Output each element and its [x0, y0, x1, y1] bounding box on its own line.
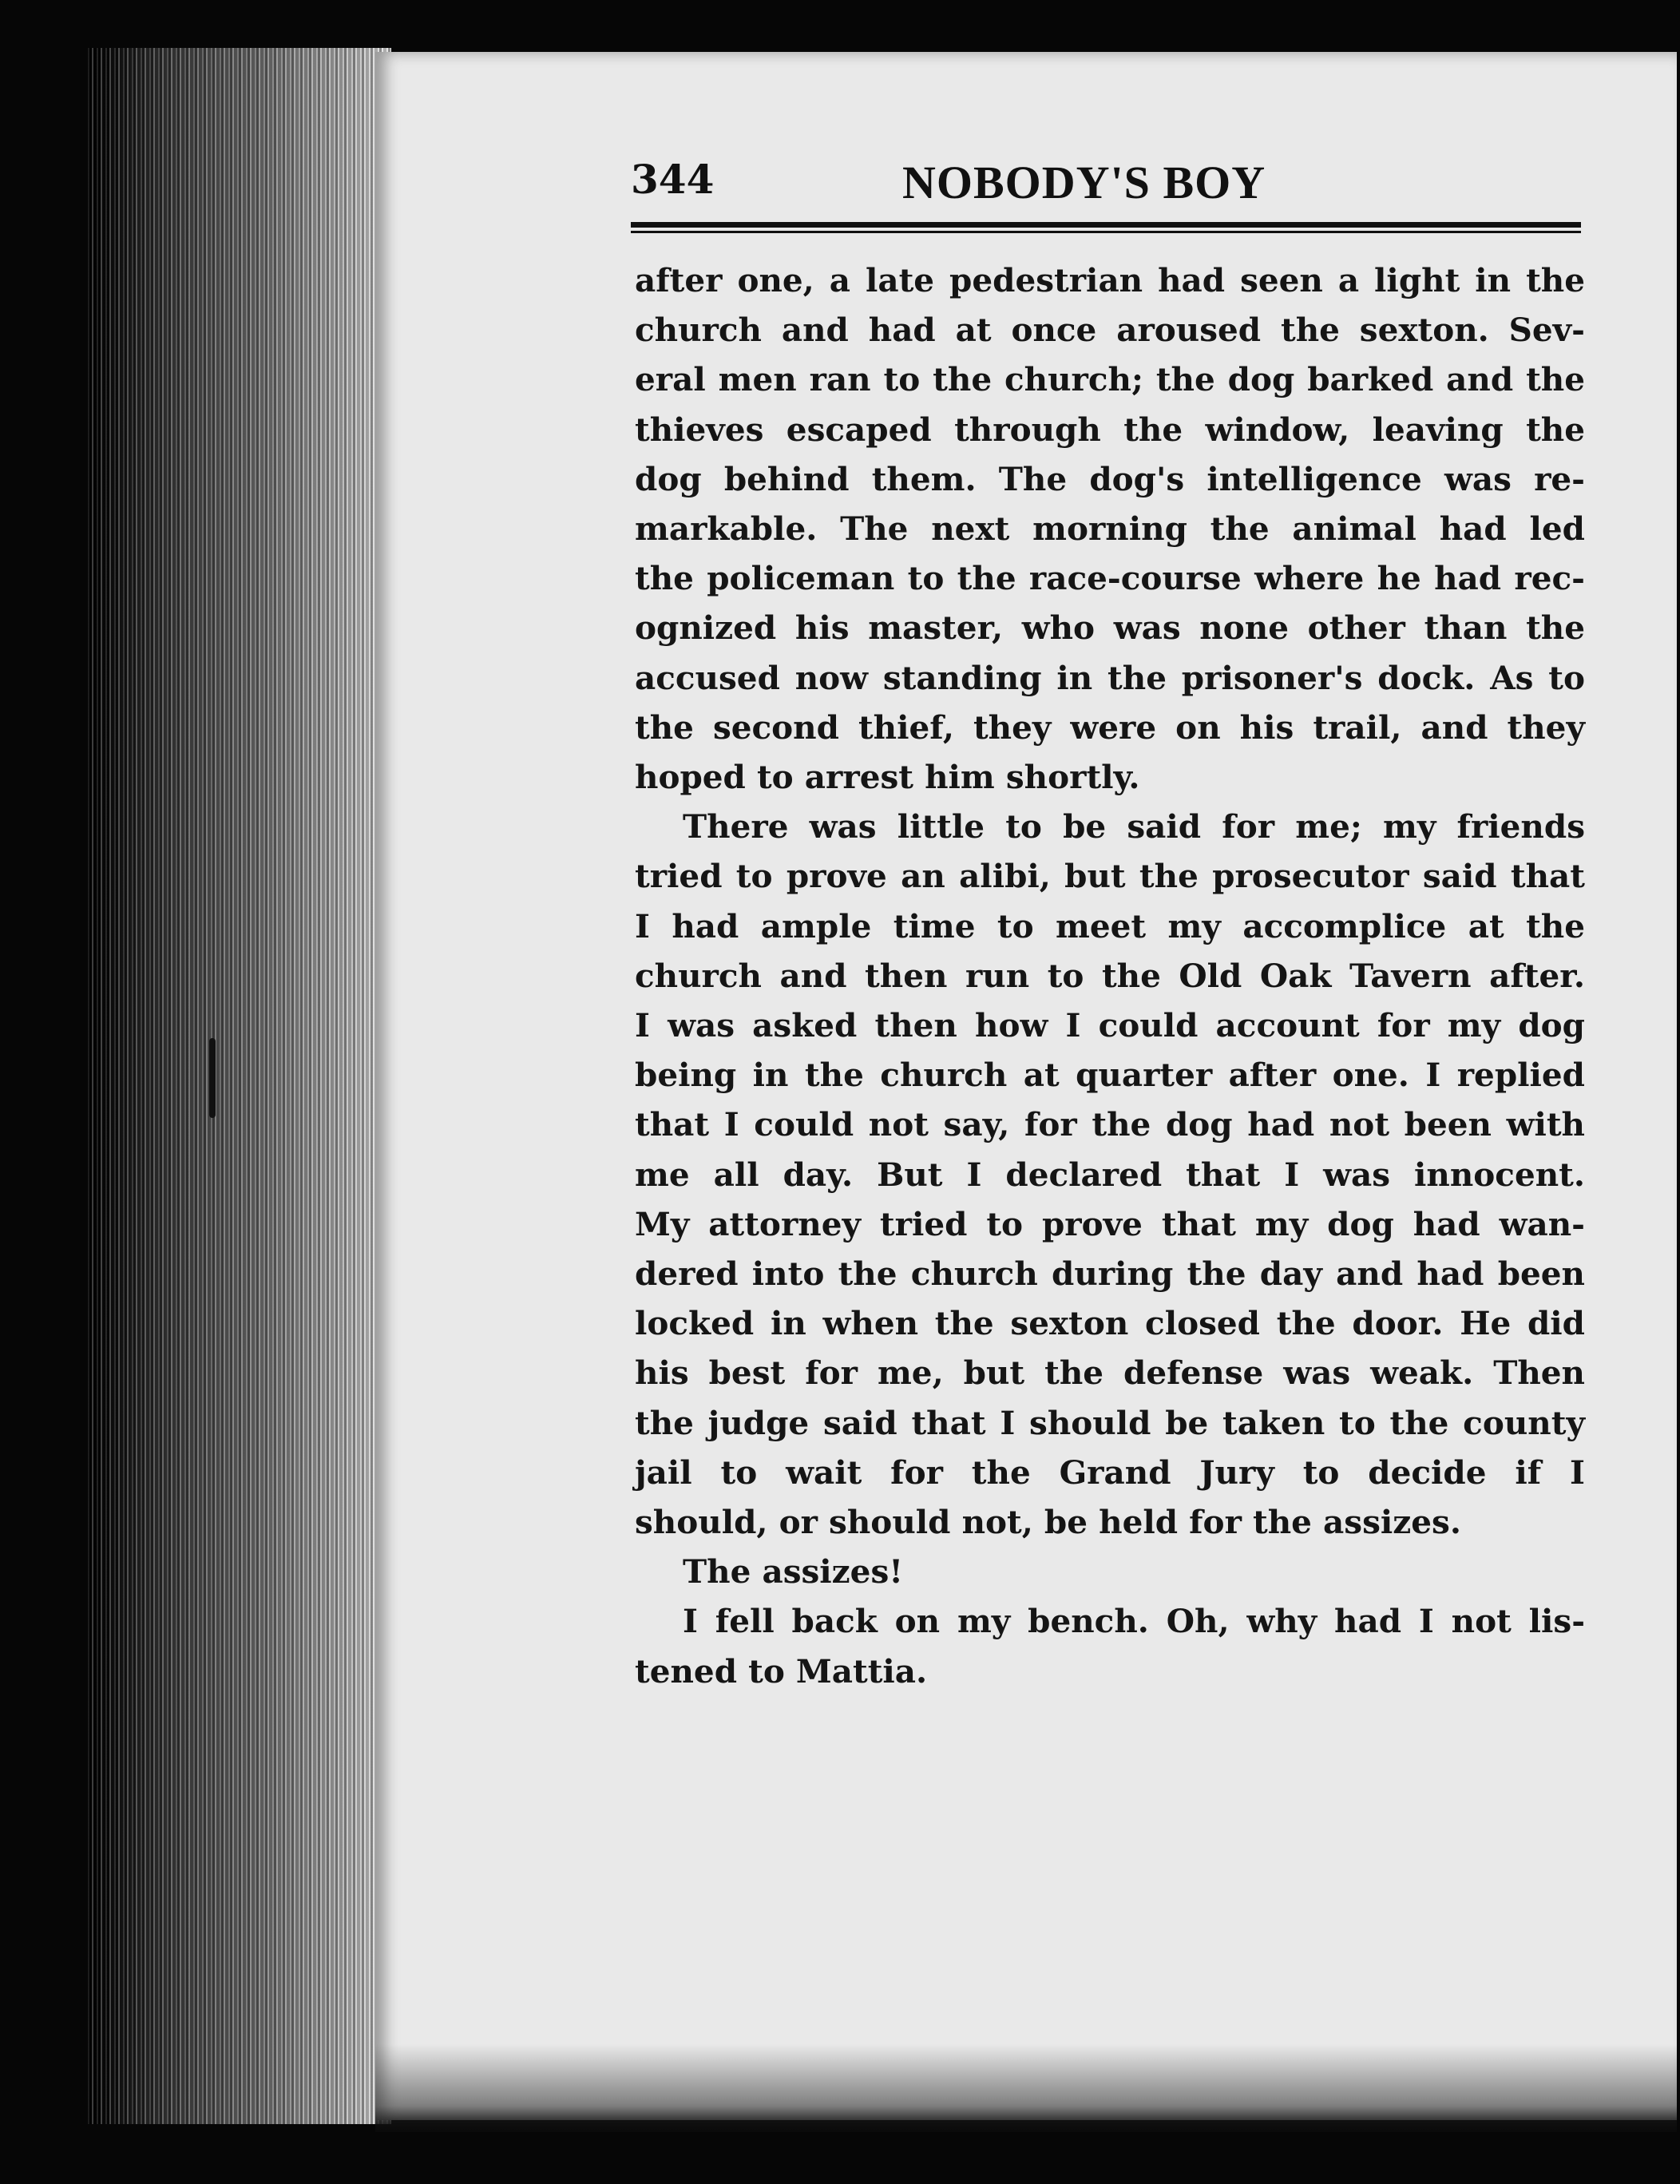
header-rule [631, 222, 1581, 233]
text-line: thieves escaped through the window, leaving the [635, 410, 1585, 449]
text-line: dered into the church during the day and had been [635, 1255, 1585, 1294]
text-line: church and had at once aroused the sexton. Sev- [635, 311, 1585, 350]
text-line: tened to Mattia. [635, 1651, 928, 1691]
text-line: My attorney tried to prove that my dog had wan- [635, 1204, 1585, 1243]
text-line: the second thief, they were on his trail, and they [635, 708, 1585, 747]
text-line: I had ample time to meet my accomplice at the [635, 906, 1585, 945]
running-head: NOBODY'S BOY [902, 157, 1266, 208]
text-line: church and then run to the Old Oak Tavern after. [635, 956, 1585, 995]
text-line: the policeman to the race-course where he had rec- [635, 559, 1585, 598]
text-line: ognized his master, who was none other than the [635, 608, 1585, 648]
text-line: after one, a late pedestrian had seen a light in the [635, 261, 1585, 299]
text-line: being in the church at quarter after one. I replied [635, 1056, 1585, 1095]
text-line: There was little to be said for me; my friends [683, 807, 1585, 846]
text-line: dog behind them. The dog's intelligence was re- [635, 459, 1585, 498]
text-line: jail to wait for the Grand Jury to decide if I [635, 1453, 1585, 1492]
edge-mark [209, 1038, 216, 1118]
text-line: should, or should not, be held for the assizes. [635, 1503, 1461, 1542]
text-line: the judge said that I should be taken to the county [635, 1403, 1585, 1442]
text-line: markable. The next morning the animal had led [635, 509, 1585, 549]
page-header [631, 156, 1581, 220]
text-line: his best for me, but the defense was weak. Then [635, 1354, 1585, 1393]
text-line: tried to prove an alibi, but the prosecutor said that [635, 857, 1585, 896]
book-page-edges [88, 48, 391, 2124]
page-bottom-shadow [375, 2044, 1677, 2132]
text-line: hoped to arrest him shortly. [635, 758, 1140, 797]
page-number: 344 [631, 156, 715, 203]
text-line: I fell back on my bench. Oh, why had I not lis- [683, 1602, 1585, 1641]
text-line: I was asked then how I could account for my dog [635, 1006, 1585, 1045]
text-line: eral men ran to the church; the dog barked and the [635, 360, 1585, 399]
text-line: locked in when the sexton closed the door. He did [635, 1304, 1585, 1343]
text-line: me all day. But I declared that I was innocent. [635, 1155, 1585, 1194]
text-line: The assizes! [683, 1552, 904, 1591]
text-line: accused now standing in the prisoner's dock. As to [635, 658, 1585, 697]
text-line: that I could not say, for the dog had not been with [635, 1105, 1585, 1144]
body-text [635, 256, 1585, 1696]
